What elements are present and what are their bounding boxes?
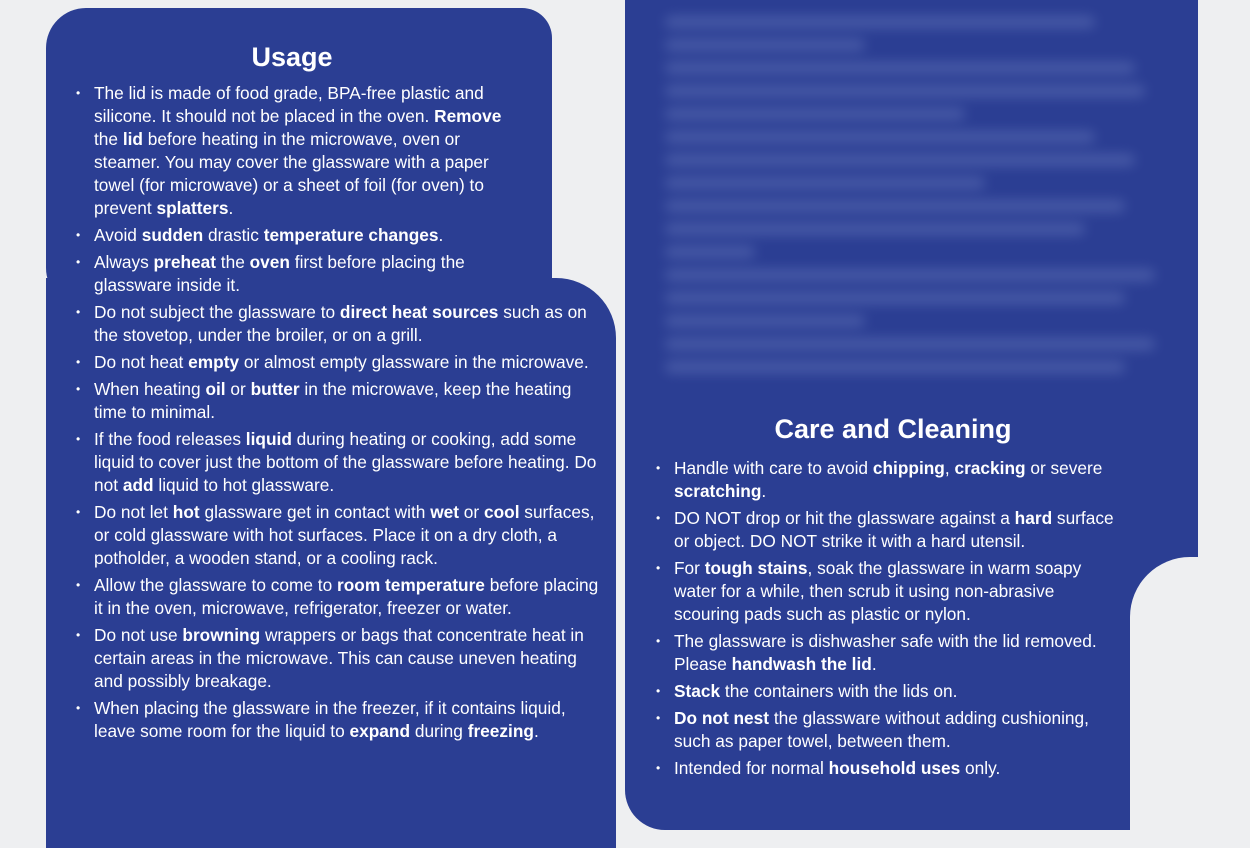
list-item: • DO NOT drop or hit the glassware against a hard surface or object. DO NOT strike it with a hard utensil. bbox=[654, 507, 1114, 553]
list-item: • Always preheat the oven first before placing the glassware inside it. bbox=[74, 251, 524, 297]
list-item: • The lid is made of food grade, BPA-free plastic and silicone. It should not be placed in the oven. Remove the lid before heating in the microwave, oven or steamer. You may cover the glassware with a paper towel (for microwave) or a sheet of foil (for oven) to prevent splatters. bbox=[74, 82, 524, 220]
list-item: • Handle with care to avoid chipping, cracking or severe scratching. bbox=[654, 457, 1114, 503]
list-item: • When heating oil or butter in the microwave, keep the heating time to minimal. bbox=[74, 378, 604, 424]
list-item: • The glassware is dishwasher safe with the lid removed. Please handwash the lid. bbox=[654, 630, 1114, 676]
list-item: • If the food releases liquid during heating or cooking, add some liquid to cover just the bottom of the glassware before heating. Do not add liquid to hot glassware. bbox=[74, 428, 604, 497]
list-item: • Do not subject the glassware to direct heat sources such as on the stovetop, under the broiler, or on a grill. bbox=[74, 301, 604, 347]
list-item: • Do not heat empty or almost empty glassware in the microwave. bbox=[74, 351, 604, 374]
care-list bbox=[654, 457, 1114, 784]
care-panel-cutout bbox=[1130, 557, 1198, 837]
list-item: • Do not use browning wrappers or bags that concentrate heat in certain areas in the microwave. This can cause uneven heating and possibly breakage. bbox=[74, 624, 604, 693]
list-item: • For tough stains, soak the glassware in warm soapy water for a while, then scrub it using non-abrasive scouring pads such as plastic or nylon. bbox=[654, 557, 1114, 626]
list-item: • Intended for normal household uses only. bbox=[654, 757, 1114, 780]
list-item: • Avoid sudden drastic temperature changes. bbox=[74, 224, 524, 247]
blurred-text-region bbox=[655, 5, 1175, 395]
list-item: • When placing the glassware in the freezer, if it contains liquid, leave some room for the liquid to expand during freezing. bbox=[74, 697, 604, 743]
list-item: • Do not let hot glassware get in contact with wet or cool surfaces, or cold glassware with hot surfaces. Place it on a dry cloth, a potholder, a wooden stand, or a cooling rack. bbox=[74, 501, 604, 570]
list-item: • Allow the glassware to come to room temperature before placing it in the oven, microwave, refrigerator, freezer or water. bbox=[74, 574, 604, 620]
list-item: • Stack the containers with the lids on. bbox=[654, 680, 1114, 703]
list-item: • Do not nest the glassware without adding cushioning, such as paper towel, between them. bbox=[654, 707, 1114, 753]
usage-list bbox=[74, 82, 604, 747]
usage-heading: Usage bbox=[251, 42, 333, 72]
care-heading: Care and Cleaning bbox=[774, 414, 1012, 444]
